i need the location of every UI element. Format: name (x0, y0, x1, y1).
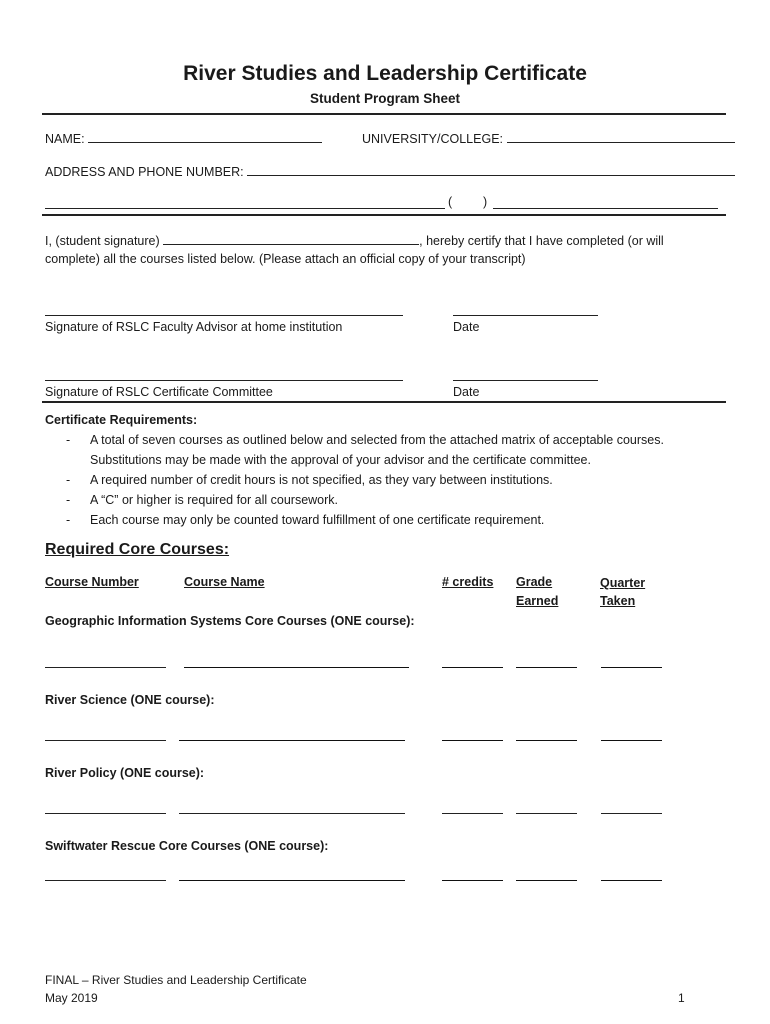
requirement-item: Each course may only be counted toward fulfillment of one certificate requirement. (90, 513, 545, 527)
bullet-dash: - (66, 473, 71, 487)
signatures-divider (42, 401, 726, 403)
committee-date-line[interactable] (453, 380, 598, 381)
address-input-line-1[interactable] (247, 164, 735, 176)
core-courses-heading: Required Core Courses: (45, 541, 230, 558)
swiftwater-grade-line[interactable] (516, 880, 577, 881)
university-label: UNIVERSITY/COLLEGE: (362, 132, 504, 146)
river-policy-credits-line[interactable] (442, 813, 503, 814)
river-science-credits-line[interactable] (442, 740, 503, 741)
certification-line-1 (45, 233, 664, 248)
section-river-science-heading: River Science (ONE course): (45, 693, 215, 707)
swiftwater-course-name-line[interactable] (179, 880, 405, 881)
river-science-course-name-line[interactable] (179, 740, 405, 741)
footer-document-name: FINAL – River Studies and Leadership Certificate (45, 973, 307, 987)
name-input-line[interactable] (88, 131, 322, 143)
page-number: 1 (678, 991, 685, 1005)
certification-prefix: I, (student signature) (45, 234, 160, 248)
column-grade-line-2: Earned (516, 594, 559, 608)
page-subtitle: Student Program Sheet (309, 91, 461, 106)
requirement-item: A “C” or higher is required for all coursework. (90, 493, 339, 507)
swiftwater-course-number-line[interactable] (45, 880, 166, 881)
name-field (45, 131, 322, 146)
section-swiftwater-heading: Swiftwater Rescue Core Courses (ONE course): (45, 839, 329, 853)
column-credits: # credits (442, 575, 494, 589)
bullet-dash: - (66, 493, 71, 507)
committee-signature-label: Signature of RSLC Certificate Committee (45, 385, 273, 399)
address-label: ADDRESS AND PHONE NUMBER: (45, 165, 244, 179)
header-divider (42, 113, 726, 115)
certification-line-2: complete) all the courses listed below. (Please attach an official copy of your transcript) (45, 252, 526, 266)
swiftwater-credits-line[interactable] (442, 880, 503, 881)
river-science-quarter-line[interactable] (601, 740, 662, 741)
advisor-date-line[interactable] (453, 315, 598, 316)
phone-close-paren: ) (483, 195, 488, 209)
page-title: River Studies and Leadership Certificate (183, 62, 587, 85)
requirement-item: A total of seven courses as outlined below and selected from the attached matrix of acceptable courses. (90, 433, 664, 447)
footer-date: May 2019 (45, 991, 98, 1005)
gis-quarter-line[interactable] (601, 667, 662, 668)
university-input-line[interactable] (507, 131, 735, 143)
requirement-item: Substitutions may be made with the approval of your advisor and the certificate committee. (90, 453, 591, 467)
bullet-dash: - (66, 513, 71, 527)
requirements-heading: Certificate Requirements: (45, 413, 198, 427)
student-signature-line[interactable] (163, 233, 419, 245)
committee-signature-line[interactable] (45, 380, 403, 381)
name-label: NAME: (45, 132, 85, 146)
advisor-date-label: Date (453, 320, 480, 334)
section-river-policy-heading: River Policy (ONE course): (45, 766, 205, 780)
certification-suffix: , hereby certify that I have completed (or will (419, 234, 664, 248)
river-policy-grade-line[interactable] (516, 813, 577, 814)
phone-open-paren: ( (448, 195, 453, 209)
committee-date-label: Date (453, 385, 480, 399)
requirement-item: A required number of credit hours is not specified, as they vary between institutions. (90, 473, 553, 487)
column-course-name: Course Name (184, 575, 265, 589)
gis-course-number-line[interactable] (45, 667, 166, 668)
address-input-line-2[interactable] (45, 208, 445, 209)
column-quarter-line-1: Quarter (600, 576, 646, 590)
river-policy-course-number-line[interactable] (45, 813, 166, 814)
bullet-dash: - (66, 433, 71, 447)
swiftwater-quarter-line[interactable] (601, 880, 662, 881)
address-field (45, 164, 735, 179)
river-policy-course-name-line[interactable] (179, 813, 405, 814)
column-grade-line-1: Grade (516, 575, 553, 589)
university-field (362, 131, 735, 146)
gis-credits-line[interactable] (442, 667, 503, 668)
advisor-signature-label: Signature of RSLC Faculty Advisor at home institution (45, 320, 343, 334)
gis-course-name-line[interactable] (184, 667, 409, 668)
fields-divider (42, 214, 726, 216)
gis-grade-line[interactable] (516, 667, 577, 668)
river-policy-quarter-line[interactable] (601, 813, 662, 814)
column-quarter-line-2: Taken (600, 594, 636, 608)
advisor-signature-line[interactable] (45, 315, 403, 316)
section-gis-heading: Geographic Information Systems Core Courses (ONE course): (45, 614, 415, 628)
phone-input-line[interactable] (493, 208, 718, 209)
river-science-grade-line[interactable] (516, 740, 577, 741)
column-course-number: Course Number (45, 575, 139, 589)
river-science-course-number-line[interactable] (45, 740, 166, 741)
